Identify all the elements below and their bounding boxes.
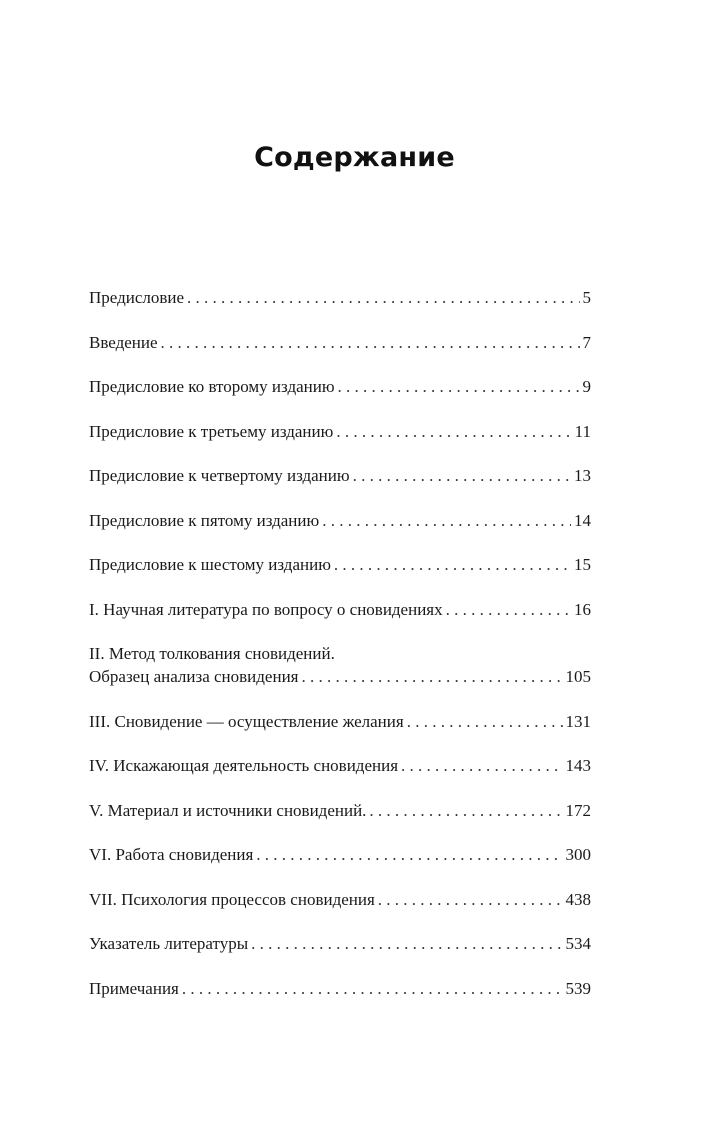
toc-entry-preface-3rd bbox=[89, 421, 591, 442]
toc-entry-label: III. Сновидение — осуществление желания bbox=[89, 711, 404, 731]
toc-entry-label-line1: II. Метод толкования сновидений. bbox=[89, 644, 335, 663]
dot-leader bbox=[187, 287, 579, 308]
toc-entry-label: Примечания bbox=[89, 978, 179, 998]
toc-entry-page: 5 bbox=[582, 288, 591, 307]
toc-entry-page: 16 bbox=[574, 599, 591, 619]
dot-leader bbox=[182, 978, 563, 999]
toc-entry-preface-5th bbox=[89, 510, 591, 531]
toc-entry-label: Предисловие к четвертому изданию bbox=[89, 466, 350, 485]
toc-entry-page: 131 bbox=[565, 711, 591, 731]
dot-leader bbox=[256, 844, 562, 865]
toc-entry-page: 9 bbox=[582, 377, 591, 396]
dot-leader bbox=[336, 421, 571, 442]
dot-leader bbox=[446, 599, 571, 620]
toc-entry-label: Образец анализа сновидения bbox=[89, 667, 299, 686]
dot-leader bbox=[353, 465, 571, 486]
toc-entry-chapter-6 bbox=[89, 844, 591, 865]
toc-entry-label: Предисловие bbox=[89, 288, 185, 307]
toc-entry-bibliography bbox=[89, 933, 591, 954]
toc-entry-chapter-7 bbox=[89, 889, 591, 910]
toc-entry-preface-4th bbox=[89, 465, 591, 486]
toc-entry-page: 438 bbox=[565, 889, 591, 909]
dot-leader bbox=[334, 554, 571, 575]
dot-leader bbox=[161, 332, 580, 353]
toc-entry-page: 300 bbox=[565, 845, 591, 864]
toc-entry-label: IV. Искажающая деятельность сновидения bbox=[89, 756, 399, 775]
toc-entry-page: 105 bbox=[565, 667, 591, 686]
dot-leader bbox=[251, 933, 562, 954]
toc-entry-introduction bbox=[89, 332, 591, 353]
toc-entry-label: VI. Работа сновидения bbox=[89, 845, 254, 864]
toc-entry-page: 13 bbox=[574, 466, 591, 485]
dot-leader bbox=[338, 376, 580, 397]
toc-entry-label: Предисловие к пятому изданию bbox=[89, 510, 320, 530]
toc-entry-page: 534 bbox=[565, 934, 591, 953]
toc-entry-chapter-4 bbox=[89, 755, 591, 776]
toc-entry-label: V. Материал и источники сновидений. bbox=[89, 800, 367, 820]
toc-entry-page: 539 bbox=[565, 978, 591, 998]
toc-entry-label: VII. Психология процессов сновидения bbox=[89, 889, 375, 909]
toc-entry-chapter-2 bbox=[89, 643, 591, 687]
dot-leader bbox=[302, 666, 563, 687]
toc-entry-preface bbox=[89, 287, 591, 308]
dot-leader bbox=[401, 755, 562, 776]
dot-leader bbox=[369, 800, 562, 821]
toc-entry-label: I. Научная литература по вопросу о сновидениях bbox=[89, 599, 443, 619]
toc-entry-notes bbox=[89, 978, 591, 999]
toc-entry-page: 143 bbox=[565, 756, 591, 775]
toc-entry-label: Указатель литературы bbox=[89, 934, 249, 953]
dot-leader bbox=[407, 711, 563, 732]
toc-entry-page: 11 bbox=[574, 421, 591, 441]
toc-entry-page: 14 bbox=[574, 510, 591, 530]
toc-entry-preface-2nd bbox=[89, 376, 591, 397]
toc-entry-label: Введение bbox=[89, 332, 158, 352]
toc-entry-label: Предисловие к третьему изданию bbox=[89, 421, 334, 441]
toc-entry-preface-6th bbox=[89, 554, 591, 575]
table-of-contents bbox=[89, 287, 591, 1022]
dot-leader bbox=[322, 510, 571, 531]
toc-entry-page: 172 bbox=[565, 800, 591, 820]
toc-entry-label: Предисловие к шестому изданию bbox=[89, 555, 331, 574]
toc-entry-page: 15 bbox=[574, 555, 591, 574]
toc-entry-chapter-3 bbox=[89, 711, 591, 732]
dot-leader bbox=[378, 889, 563, 910]
toc-entry-chapter-1 bbox=[89, 599, 591, 620]
toc-entry-page: 7 bbox=[582, 332, 591, 352]
page-title: Содержание bbox=[254, 142, 455, 173]
toc-entry-chapter-5 bbox=[89, 800, 591, 821]
toc-entry-label: Предисловие ко второму изданию bbox=[89, 377, 335, 396]
